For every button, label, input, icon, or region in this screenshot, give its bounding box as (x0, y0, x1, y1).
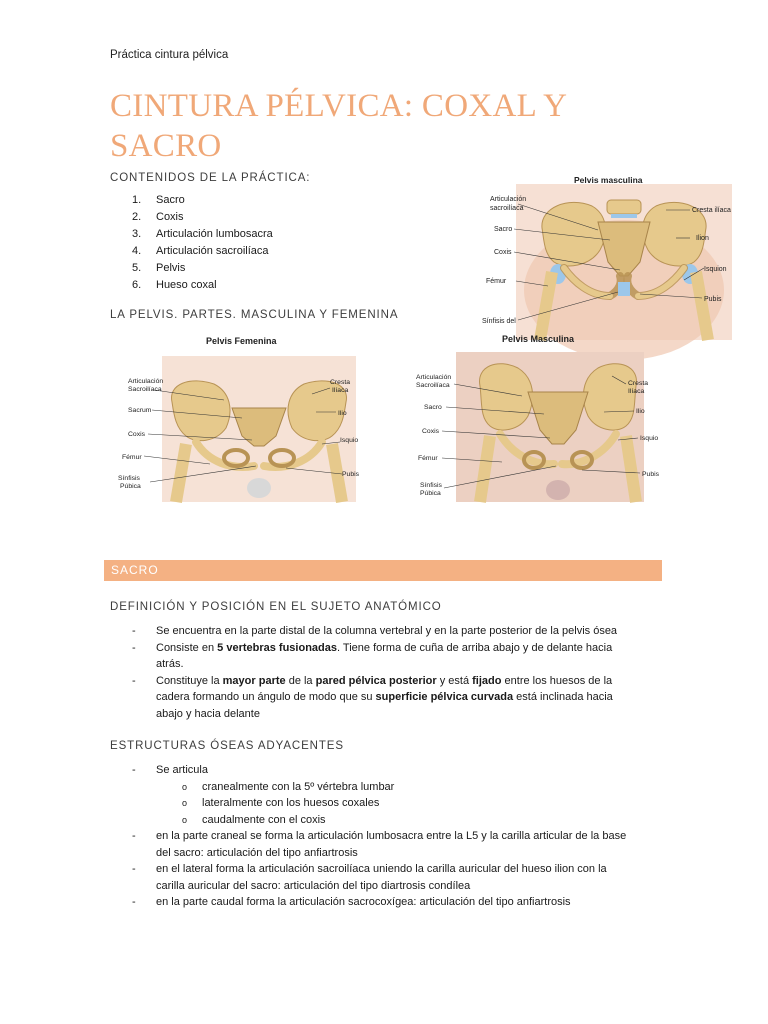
list-text: carilla auricular del sacro: articulación del tipo diartrosis condílea (156, 879, 471, 892)
list-label: Articulación sacroilíaca (156, 245, 269, 257)
list-item (110, 243, 273, 260)
label-ilio: Ilio (338, 410, 347, 417)
page-title-line2: SACRO (110, 128, 222, 164)
list-item (110, 623, 670, 640)
list-text: cadera formando un ángulo de modo que su (156, 691, 376, 703)
list-text: Constituye la (156, 674, 223, 687)
section-band-sacro: SACRO (104, 560, 662, 581)
label-cresta-iliaca: Cresta ilíaca (692, 207, 731, 214)
dash-bullet: - (132, 896, 136, 908)
dash-bullet: - (132, 641, 136, 654)
dash-bullet: - (132, 764, 136, 776)
figure-title: Pelvis masculina (574, 175, 643, 185)
label-isquio: Isquio (340, 437, 359, 444)
list-text: de la (285, 674, 316, 687)
pelvis-heading: LA PELVIS. PARTES. MASCULINA Y FEMENINA (110, 309, 399, 321)
list-text: caudalmente con el coxis (202, 813, 326, 826)
label-ilion: Ilion (696, 235, 709, 242)
definicion-heading: DEFINICIÓN Y POSICIÓN EN EL SUJETO ANATÓMICO (110, 601, 442, 613)
label-coxis: Coxis (128, 431, 145, 438)
list-number: 4. (132, 245, 142, 257)
list-item (110, 260, 273, 277)
label-iliaca: Ilíaca (332, 387, 349, 394)
list-text: Se articula (156, 764, 208, 776)
document-header: Práctica cintura pélvica (110, 49, 229, 61)
label-sacrum: Sacrum (128, 407, 152, 414)
page-title-line1: CINTURA PÉLVICA: COXAL Y (110, 88, 568, 124)
dash-bullet: - (132, 625, 136, 637)
list-item (110, 861, 670, 894)
dash-bullet: - (132, 830, 136, 842)
lumbar-disc (611, 214, 637, 218)
list-text: atrás. (156, 658, 184, 670)
list-number: 2. (132, 211, 142, 223)
label-cresta: Cresta (628, 380, 649, 387)
sub-list-item (110, 795, 670, 812)
label-sinfisis: Sínfisis (118, 475, 140, 482)
label-isquion: Isquion (704, 266, 727, 273)
dash-bullet: - (132, 674, 136, 687)
list-text-bold: superficie pélvica curvada (375, 691, 514, 703)
label-isquio: Isquio (640, 435, 659, 442)
label-pubis: Pubis (642, 471, 660, 478)
label-femur: Fémur (486, 278, 507, 285)
list-text: lateralmente con los huesos coxales (202, 797, 380, 809)
list-text-bold: 5 vertebras fusionadas (217, 641, 337, 654)
label-femur: Fémur (122, 454, 142, 461)
label-sacroiliaca: Sacroilíaca (416, 382, 450, 389)
label-publica: Púbica (420, 490, 441, 497)
sub-list-item (110, 779, 670, 796)
label-pubis: Pubis (704, 296, 722, 303)
list-number: 3. (132, 228, 142, 240)
list-label: Sacro (156, 194, 185, 206)
pubic-symphysis (618, 282, 630, 296)
list-text: en la parte craneal se forma la articulación lumbosacra entre la L5 y la carilla articular de la base (156, 830, 627, 842)
list-label: Hueso coxal (156, 279, 217, 291)
list-number: 5. (132, 262, 142, 274)
pelvis-masculina-figure (470, 170, 762, 342)
list-number: 6. (132, 279, 142, 291)
list-text: Se encuentra en la parte distal de la columna vertebral y en la parte posterior de la pelvis ósea (156, 625, 618, 637)
circle-bullet: o (182, 781, 188, 792)
list-text: cranealmente con la 5º vértebra lumbar (202, 780, 395, 793)
list-text: Consiste en (156, 641, 218, 654)
page-title (110, 86, 670, 166)
list-item (110, 828, 670, 861)
list-text-bold: pared pélvica posterior (315, 674, 437, 687)
list-text: . Tiene forma de cuña de arriba abajo y de delante hacia (337, 641, 613, 654)
list-text: del sacro: articulación del tipo anfiartrosis (156, 846, 358, 859)
list-label: Pelvis (156, 262, 186, 274)
dash-bullet: - (132, 863, 136, 875)
list-text: y está (436, 674, 473, 687)
lumbar-vertebra (607, 200, 641, 214)
label-sacroiliaca: sacroilíaca (490, 205, 524, 212)
definicion-list (110, 623, 670, 722)
figure-title: Pelvis Masculina (502, 334, 575, 344)
sub-list-item (110, 812, 670, 829)
label-sinfisis: Sínfisis (420, 482, 442, 489)
list-item (110, 673, 670, 723)
list-text: en la parte caudal forma la articulación sacrocoxígea: articulación del tipo anfiartrosis (156, 896, 571, 908)
list-text-bold: mayor parte (222, 674, 286, 687)
estructuras-list (110, 762, 670, 911)
label-articulacion: Articulación (416, 374, 452, 381)
list-item (110, 762, 670, 779)
list-text: abajo y hacia delante (156, 707, 260, 720)
label-coxis: Coxis (422, 428, 439, 435)
list-number: 1. (132, 194, 142, 206)
label-iliaca: Ilíaca (628, 388, 645, 395)
label-sacroiliaca: Sacroilíaca (128, 386, 162, 393)
list-text: está inclinada hacia (513, 691, 613, 703)
contents-heading: CONTENIDOS DE LA PRÁCTICA: (110, 172, 311, 184)
circle-bullet: o (182, 798, 188, 808)
label-ilio: Ilio (636, 408, 645, 415)
list-text: en el lateral forma la articulación sacroilíaca uniendo la carilla auricular del hueso ilion con la (156, 863, 607, 875)
soft-tissue (247, 478, 271, 498)
figure-title: Pelvis Femenina (206, 336, 277, 346)
right-ilium (583, 364, 636, 430)
list-item (110, 894, 670, 911)
label-coxis: Coxis (494, 249, 512, 256)
list-label: Coxis (156, 211, 184, 223)
list-item (110, 192, 273, 209)
label-articulacion: Articulación (490, 196, 527, 203)
pelvis-femenina-figure (116, 332, 370, 504)
list-item (110, 640, 670, 673)
label-pubis: Pubis (342, 471, 360, 478)
label-articulacion: Articulación (128, 378, 164, 385)
list-item (110, 277, 273, 294)
label-sinfisis: Sínfisis del (482, 318, 516, 325)
estructuras-heading: ESTRUCTURAS ÓSEAS ADYACENTES (110, 740, 344, 752)
label-femur: Fémur (418, 455, 438, 462)
list-item (110, 209, 273, 226)
label-publica: Púbica (120, 483, 141, 490)
contents-list (110, 192, 273, 294)
list-text: entre los huesos de la (501, 674, 613, 687)
pelvis-masculina-figure-2 (414, 330, 666, 504)
label-sacro: Sacro (494, 226, 513, 233)
label-sacro: Sacro (424, 404, 442, 411)
list-text-bold: fijado (472, 674, 502, 687)
list-item (110, 226, 273, 243)
list-label: Articulación lumbosacra (156, 228, 273, 240)
soft-tissue (546, 480, 570, 500)
left-ilium (480, 364, 533, 430)
circle-bullet: o (182, 814, 188, 825)
label-cresta: Cresta (330, 379, 351, 386)
